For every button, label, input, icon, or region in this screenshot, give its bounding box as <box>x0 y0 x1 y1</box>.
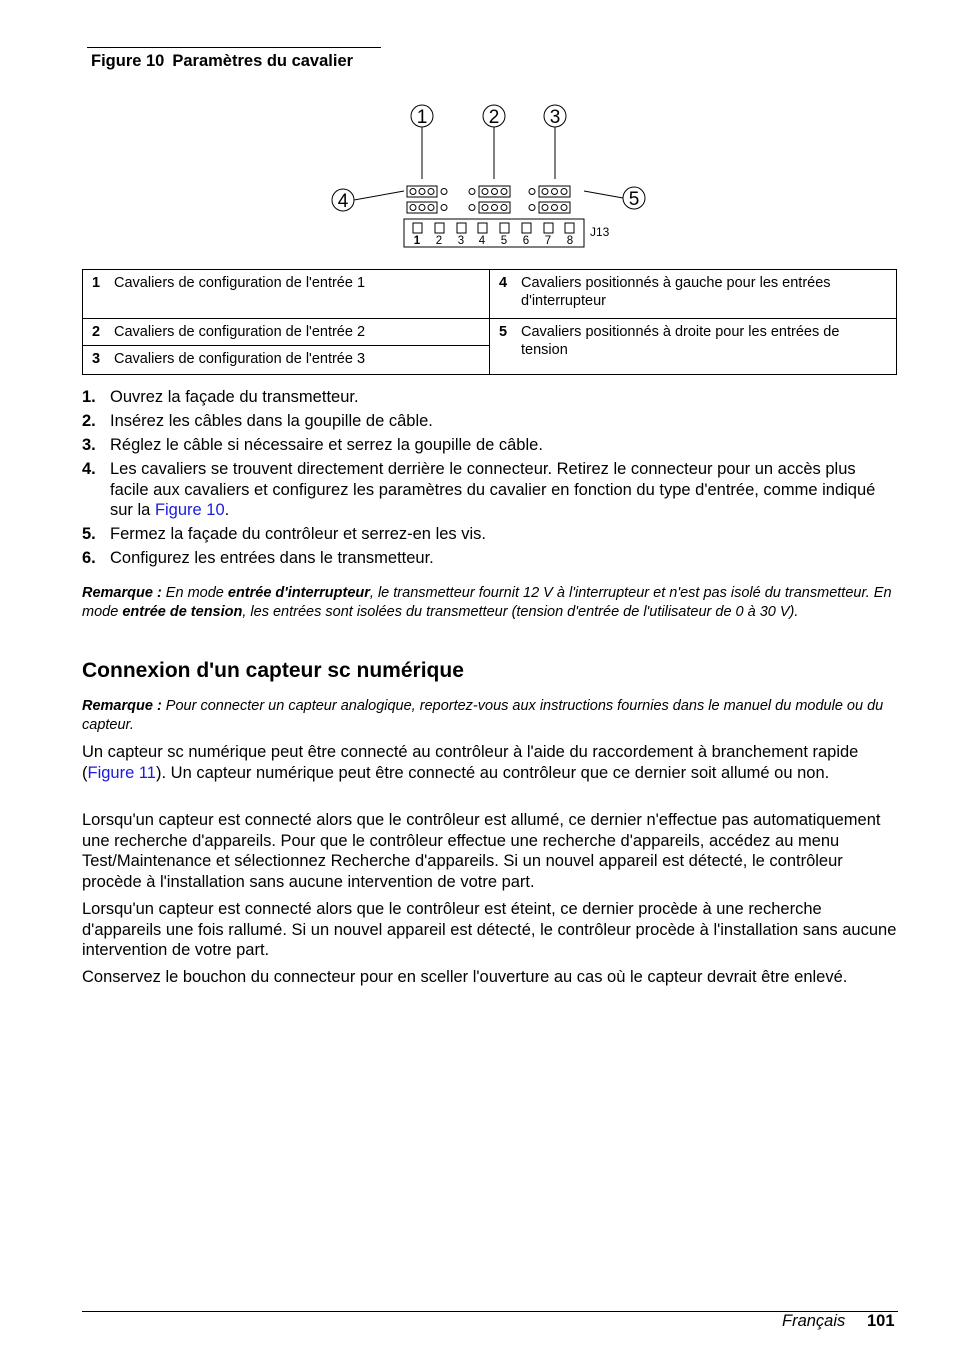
svg-text:5: 5 <box>628 189 640 210</box>
callout-2 <box>483 105 505 179</box>
step-item <box>82 411 898 432</box>
paragraph-powered-off: Lorsqu'un capteur est connecté alors que le contrôleur est éteint, ce dernier procède à une recherche d'appareils une fois rallumé. Si un nouvel appareil est détecté, le contrôleur procède à l'installation sans aucune intervention de votre part. <box>82 900 897 959</box>
step-number: 1. <box>82 388 96 406</box>
legend-number: 1 <box>92 275 101 291</box>
step-text: Fermez la façade du contrôleur et serrez-en les vis. <box>110 525 486 543</box>
paragraph-powered-on: Lorsqu'un capteur est connecté alors que le contrôleur est allumé, ce dernier n'effectue pas automatiquement une recherche d'appareils. Pour que le contrôleur effectue une recherche d'appareils, accédez au menu Test/Maintenance et sélectionnez Recherche d'appareils. Si un nouvel appareil est détecté, le contrôleur procède à l'installation sans aucune intervention de votre part. <box>82 811 881 891</box>
step-text: Les cavaliers se trouvent directement derrière le connecteur. Retirez le connecteur pour un accès plus facile aux cavaliers et configurez les paramètres du cavalier en fonction du type d'entrée, comme indiqué sur la Figure 10. <box>110 460 876 519</box>
step-text: Configurez les entrées dans le transmetteur. <box>110 549 434 567</box>
step-item <box>82 524 898 545</box>
step-item <box>82 435 898 456</box>
callout-5 <box>584 187 645 210</box>
note-analog-sensor: Remarque : Pour connecter un capteur analogique, reportez-vous aux instructions fournies dans le manuel du module ou du capteur. <box>82 698 884 733</box>
legend-cell-4 <box>490 270 897 319</box>
jumper-diagram <box>320 95 660 255</box>
page-number: 101 <box>867 1312 895 1330</box>
jumper-block-3 <box>529 186 570 213</box>
pin-number: 5 <box>500 235 508 247</box>
callout-1 <box>411 105 433 179</box>
legend-text: Cavaliers positionnés à gauche pour les entrées d'interrupteur <box>521 275 831 309</box>
svg-text:3: 3 <box>549 107 561 128</box>
paragraph-connector-cap: Conservez le bouchon du connecteur pour en sceller l'ouverture au cas où le capteur devrait être enlevé. <box>82 968 848 986</box>
pin-number: 2 <box>435 235 443 247</box>
legend-text: Cavaliers de configuration de l'entrée 2 <box>114 324 366 340</box>
legend-number: 4 <box>499 275 508 291</box>
figure-10-link[interactable]: Figure 10 <box>154 501 225 519</box>
footer-rule <box>82 1311 898 1312</box>
step-text: Réglez le câble si nécessaire et serrez la goupille de câble. <box>110 436 543 454</box>
callout-4 <box>332 189 404 212</box>
step-text: Insérez les câbles dans la goupille de câble. <box>110 412 433 430</box>
svg-text:1: 1 <box>416 107 428 128</box>
legend-text: Cavaliers de configuration de l'entrée 1 <box>114 275 366 291</box>
jumper-block-2 <box>469 186 510 213</box>
legend-cell-3 <box>83 346 490 375</box>
step-number: 6. <box>82 549 96 567</box>
paragraph-connection: Un capteur sc numérique peut être connecté au contrôleur à l'aide du raccordement à branchement rapide (Figure 11). Un capteur numérique peut être connecté au contrôleur que ce dernier soit allumé ou non. <box>82 743 859 782</box>
step-text: Ouvrez la façade du transmetteur. <box>110 388 359 406</box>
pin-number: 1 <box>413 235 421 247</box>
svg-text:4: 4 <box>337 191 349 212</box>
pin-number: 4 <box>478 235 486 247</box>
legend-number: 3 <box>92 351 101 367</box>
legend-text: Cavaliers de configuration de l'entrée 3 <box>114 351 366 367</box>
connector-label: J13 <box>590 225 610 239</box>
figure-11-link[interactable]: Figure 11 <box>87 763 156 782</box>
legend-number: 5 <box>499 324 508 340</box>
pin-number: 3 <box>457 235 465 247</box>
step-number: 4. <box>82 460 96 478</box>
legend-text: Cavaliers positionnés à droite pour les entrées de tension <box>521 324 840 358</box>
step-item <box>82 548 898 569</box>
figure-label: Figure 10 <box>91 52 165 70</box>
figure-legend-table <box>82 269 897 375</box>
legend-cell-2 <box>83 319 490 346</box>
figure-title: Paramètres du cavalier <box>172 52 354 70</box>
step-item <box>82 459 898 521</box>
procedure-steps <box>82 387 898 572</box>
legend-cell-5 <box>490 319 897 375</box>
step-number: 2. <box>82 412 96 430</box>
legend-cell-1 <box>83 270 490 319</box>
j13-terminal-strip <box>404 219 610 247</box>
step-number: 3. <box>82 436 96 454</box>
step-item <box>82 387 898 408</box>
svg-text:2: 2 <box>488 107 500 128</box>
pin-number: 8 <box>566 235 574 247</box>
section-heading: Connexion d'un capteur sc numérique <box>82 659 464 682</box>
jumper-block-1 <box>407 186 447 213</box>
legend-number: 2 <box>92 324 101 340</box>
callout-3 <box>544 105 566 179</box>
pin-number: 6 <box>522 235 530 247</box>
pin-number: 7 <box>544 235 552 247</box>
step-number: 5. <box>82 525 96 543</box>
figure-caption-rule <box>87 47 381 48</box>
note-input-modes: Remarque : En mode entrée d'interrupteur, le transmetteur fournit 12 V à l'interrupteur et n'est pas isolé du transmetteur. En mode entrée de tension, les entrées sont isolées du transmetteur (tension d'entrée de l'utilisateur de 0 à 30 V). <box>82 585 892 620</box>
figure-caption <box>91 52 353 71</box>
footer-language: Français <box>782 1312 846 1330</box>
